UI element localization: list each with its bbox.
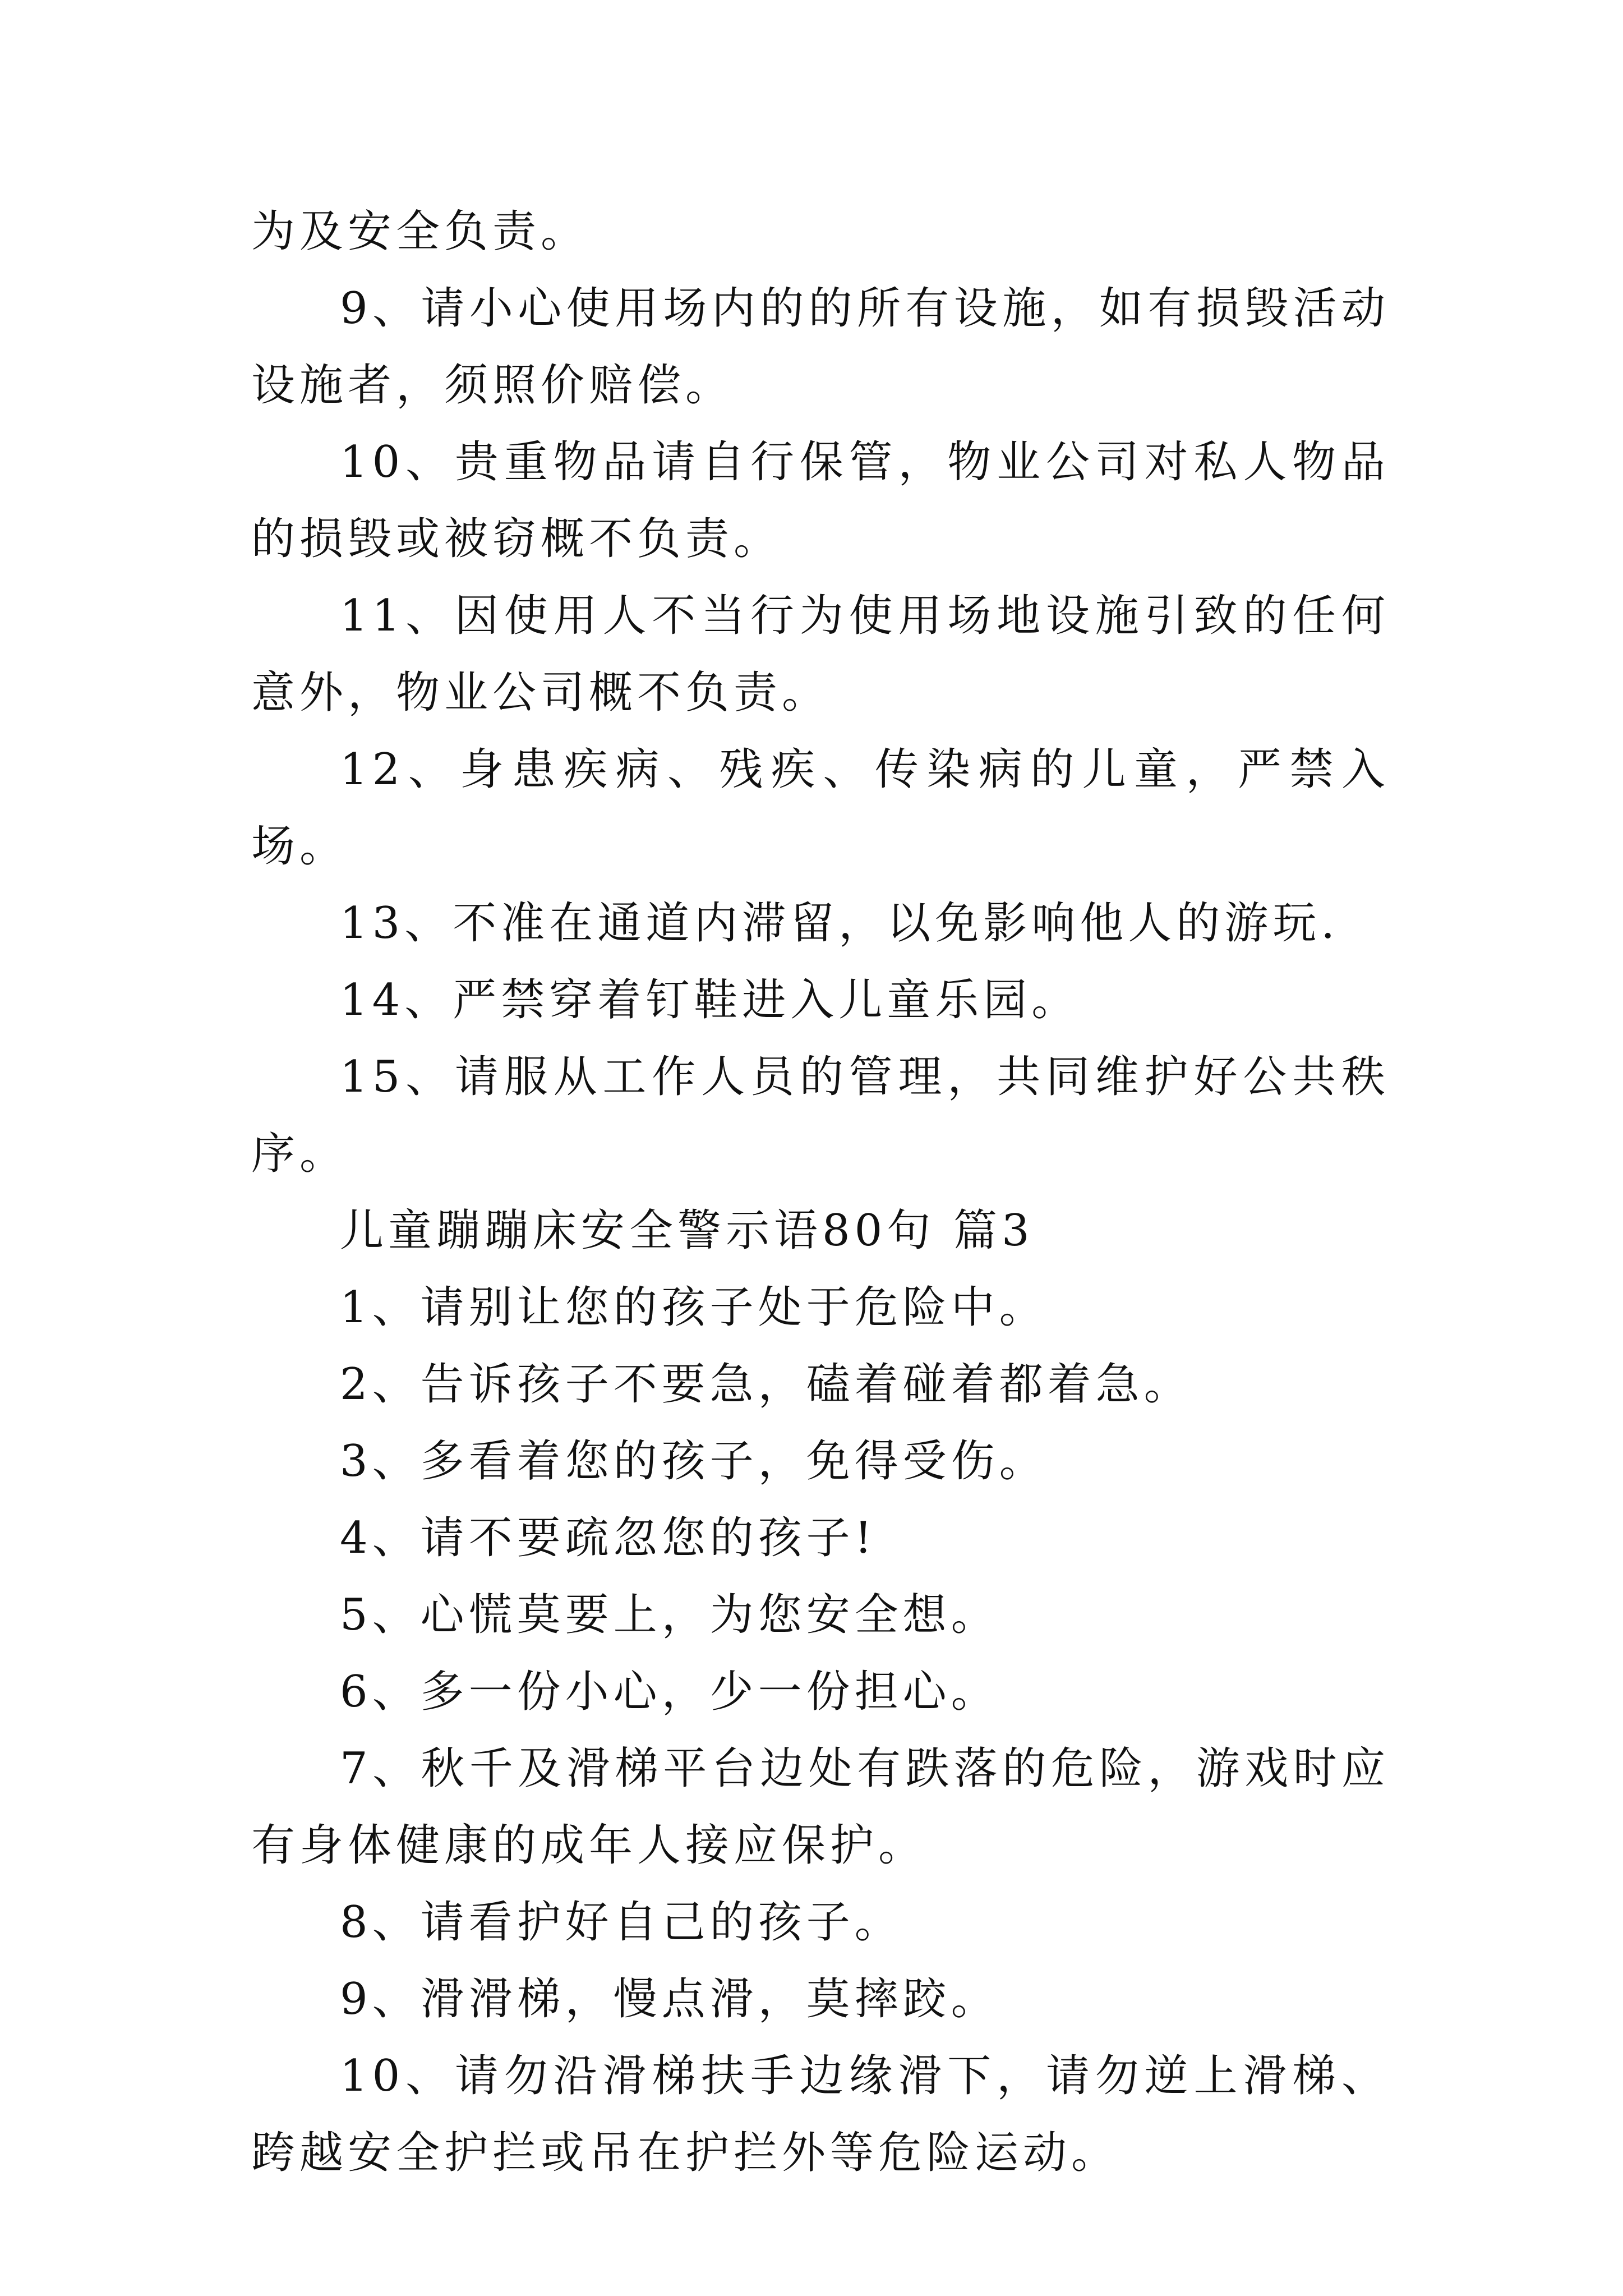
document-body [251, 194, 1390, 2192]
list-item-6: 6、多一份小心，少一份担心。 [340, 1667, 999, 1717]
list-item-10b: 10、请勿沿滑梯扶手边缘滑下，请勿逆上滑梯、跨越安全护拦或吊在护拦外等危险运动。 [251, 2051, 1390, 2178]
list-item-14: 14、严禁穿着钉鞋进入儿童乐园。 [340, 975, 1080, 1025]
list-item-5: 5、心慌莫要上，为您安全想。 [340, 1590, 999, 1640]
list-item-3: 3、多看着您的孩子，免得受伤。 [340, 1436, 1048, 1487]
list-item-12: 12、身患疾病、残疾、传染病的儿童，严禁入场。 [251, 744, 1390, 872]
list-item-9: 9、请小心使用场内的的所有设施，如有损毁活动设施者，须照价赔偿。 [251, 283, 1390, 411]
list-item-15: 15、请服从工作人员的管理，共同维护好公共秩序。 [251, 1052, 1390, 1179]
list-item-4: 4、请不要疏忽您的孩子! [340, 1513, 877, 1563]
list-item-2: 2、告诉孩子不要急，磕着碰着都着急。 [340, 1359, 1192, 1410]
list-item-13: 13、不准在通道内滞留，以免影响他人的游玩. [340, 898, 1340, 949]
paragraph-continuation: 为及安全负责。 [251, 206, 589, 257]
list-item-8: 8、请看护好自己的孩子。 [340, 1897, 903, 1948]
list-item-11: 11、因使用人不当行为使用场地设施引致的任何意外，物业公司概不负责。 [251, 591, 1390, 718]
list-item-7: 7、秋千及滑梯平台边处有跌落的危险，游戏时应有身体健康的成年人接应保护。 [251, 1743, 1390, 1871]
list-item-9b: 9、滑滑梯，慢点滑，莫摔跤。 [340, 1974, 999, 2024]
list-item-1: 1、请别让您的孩子处于危险中。 [340, 1282, 1048, 1333]
section-heading: 儿童蹦蹦床安全警示语80句 篇3 [340, 1205, 1034, 1256]
list-item-10: 10、贵重物品请自行保管，物业公司对私人物品的损毁或被窃概不负责。 [251, 437, 1390, 564]
